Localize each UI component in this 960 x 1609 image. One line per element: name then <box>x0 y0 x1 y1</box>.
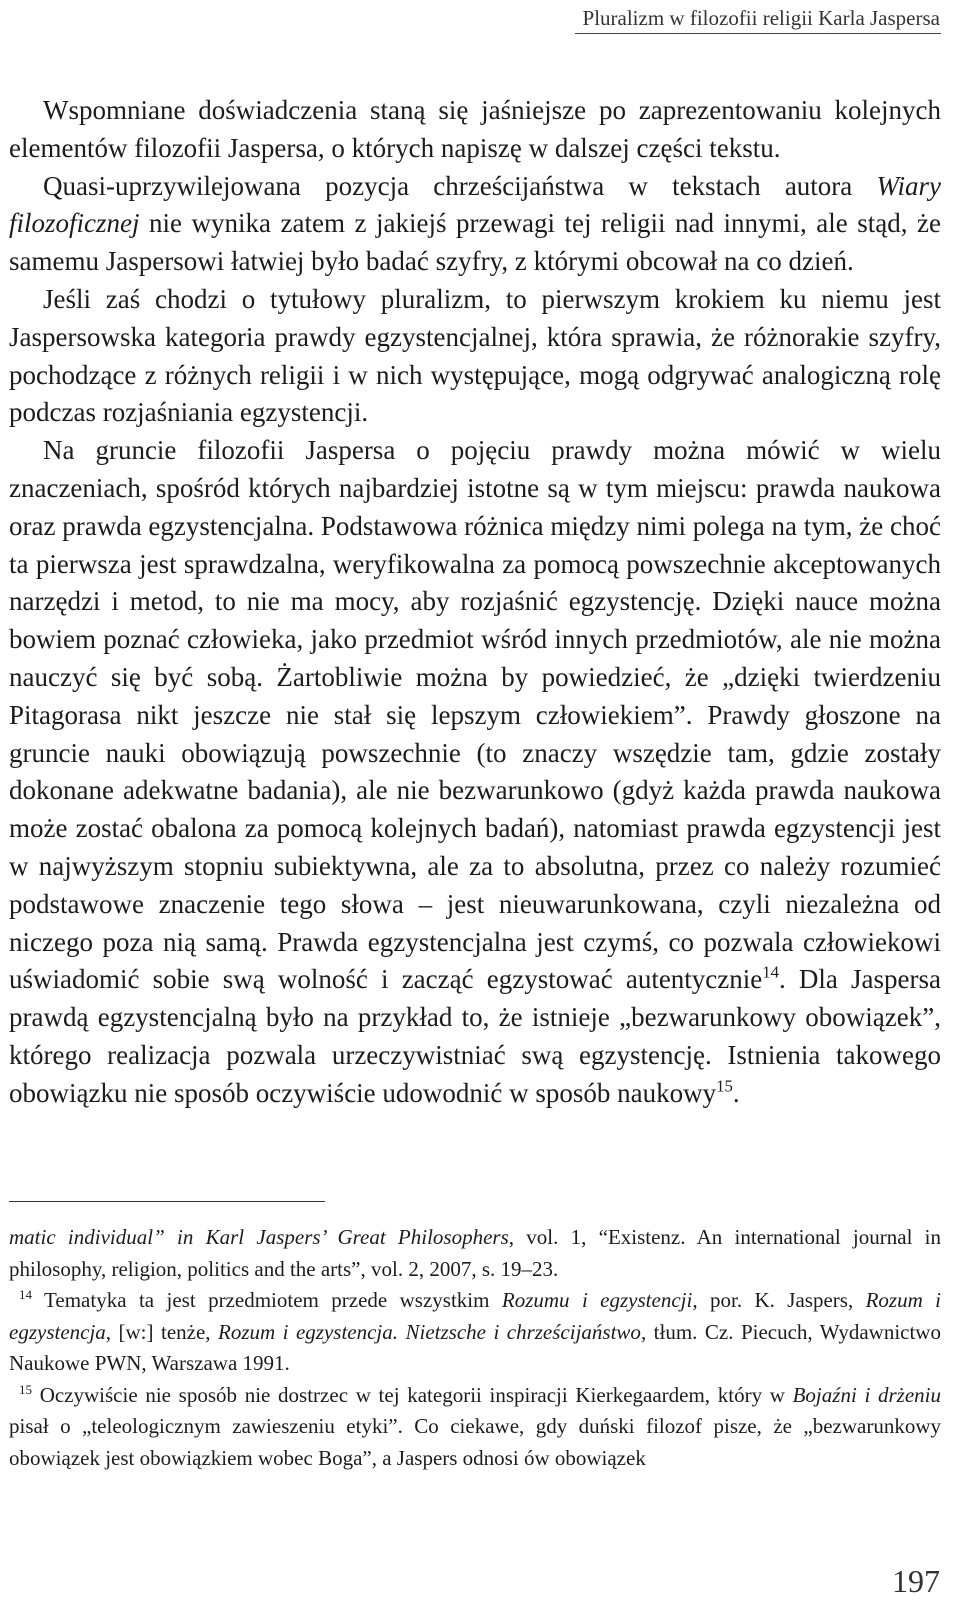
paragraph-2-text-a: Quasi-uprzywilejowana pozycja chrześcijaństwa w tekstach autora <box>43 170 877 201</box>
footnote-continuation-text: , vol. 1, “Existenz. An international journal in philosophy, religion, politics and the arts”, vol. 2, 2007, s. 19–23. <box>9 1225 941 1281</box>
paragraph-2 <box>9 168 941 281</box>
paragraph-4-text-b: . Dla Jaspersa prawdą egzystencjalną było na przykład to, że istnieje „bezwarunkowy obowiązek”, którego realizacja pozwala urzeczywistniać swą egzystencję. Istnienia takowego obowiązku nie sposób oczywiście udowodnić w sposób naukowy <box>9 964 941 1108</box>
paragraph-3-text: Jeśli zaś chodzi o tytułowy pluralizm, to pierwszym krokiem ku niemu jest Jaspersowska kategoria prawdy egzystencjalnej, która sprawia, że różnorakie szyfry, pochodzące z różnych religii i w nich występujące, mogą odgrywać analogiczną rolę podczas rozjaśniania egzystencji. <box>9 283 941 428</box>
paragraph-4-text-c: . <box>732 1077 740 1108</box>
header-rule <box>575 33 941 34</box>
footnote-14-number: 14 <box>19 1286 33 1302</box>
footnote-14-text-a: Tematyka ta jest przedmiotem przede wszystkim <box>32 1288 502 1312</box>
footnote-14-text-b: , por. K. Jaspers, <box>692 1288 866 1312</box>
footnote-14-title-c: Rozum i egzystencja. Nietzsche i chrześcijaństwo <box>218 1319 641 1344</box>
paragraph-1 <box>9 92 941 168</box>
footnote-15-text-a: Oczywiście nie sposób nie dostrzec w tej kategorii inspiracji Kierkegaardem, który w <box>32 1382 793 1407</box>
footnote-15 <box>9 1380 941 1475</box>
footnote-15-text-b: pisał o „teleologicznym zawieszeniu etyki”. Co ciekawe, gdy duński filozof pisze, że „bezwarunkowy obowiązek jest obowiązkiem wobec Boga”, a Jaspers odnosi ów obowiązek <box>9 1414 941 1470</box>
main-text <box>9 92 941 1113</box>
footnotes <box>9 1222 941 1474</box>
paragraph-4-text-a: Na gruncie filozofii Jaspersa o pojęciu prawdy można mówić w wielu znaczeniach, spośród których najbardziej istotne są w tym miejscu: prawda naukowa oraz prawda egzystencjalna. Podstawowa różnica między nimi polega na tym, że choć ta pierwsza jest sprawdzalna, weryfikowalna za pomocą powszechnie akceptowanych narzędzi i metod, to nie ma mocy, aby rozjaśnić egzystencję. Dzięki nauce można bowiem poznać człowieka, jako przedmiot wśród innych przedmiotów, ale nie można nauczyć się być sobą. Żartobliwie można by powiedzieć, że „dzięki twierdzeniu Pitagorasa nikt jeszcze nie stał się lepszym człowiekiem”. Prawdy głoszone na gruncie nauki obowiązują powszechnie (to znaczy wszędzie tam, gdzie zostały dokonane adekwatne badania), ale nie bezwarunkowo (gdyż każda prawda naukowa może zostać obalona za pomocą kolejnych badań), natomiast prawda egzystencji jest w najwyższym stopniu subiektywna, ale za to absolutna, przez co należy rozumieć podstawowe znaczenie tego słowa – jest nieuwarunkowana, czyli niezależna od niczego poza nią samą. Prawda egzystencjalna jest czymś, co pozwala człowiekowi uświadomić sobie swą wolność i zacząć egzystować autentycznie <box>9 435 941 995</box>
paragraph-4 <box>9 432 941 1112</box>
book-title-wiary-filozoficznej: Wiary filozoficznej <box>9 170 941 239</box>
footnote-14-text-d: , tłum. Cz. Piecuch, Wydawnictwo Naukowe PWN, Warszawa 1991. <box>9 1319 941 1375</box>
footnote-15-number: 15 <box>19 1381 33 1397</box>
page-number: 197 <box>892 1563 940 1599</box>
paragraph-2-text-b: nie wynika zatem z jakiejś przewagi tej religii nad innymi, ale stąd, że samemu Jaspersowi łatwiej było badać szyfry, z którymi obcował na co dzień. <box>9 208 941 277</box>
footnote-14-title-b: Rozum i egzystencja <box>9 1288 942 1344</box>
paragraph-1-text: Wspomniane doświadczenia staną się jaśniejsze po zaprezentowaniu kolejnych elementów filozofii Jaspersa, o których napiszę w dalszej części tekstu. <box>9 95 941 163</box>
running-header: Pluralizm w filozofii religii Karla Jaspersa <box>582 6 940 30</box>
footnote-separator <box>9 1201 325 1202</box>
footnote-14-text-c: , [w:] tenże, <box>105 1319 219 1344</box>
footnote-continuation-title: matic individual” in Karl Jaspers’ Great Philosophers <box>9 1225 509 1249</box>
footnote-14 <box>9 1285 941 1380</box>
footnote-15-title: Bojaźni i drżeniu <box>792 1382 941 1407</box>
footnote-ref-14: 14 <box>762 962 779 982</box>
footnote-14-title-a: Rozumu i egzystencji <box>501 1288 693 1312</box>
footnote-ref-15: 15 <box>716 1076 733 1096</box>
footnote-continuation <box>9 1222 941 1285</box>
paragraph-3 <box>9 281 941 432</box>
